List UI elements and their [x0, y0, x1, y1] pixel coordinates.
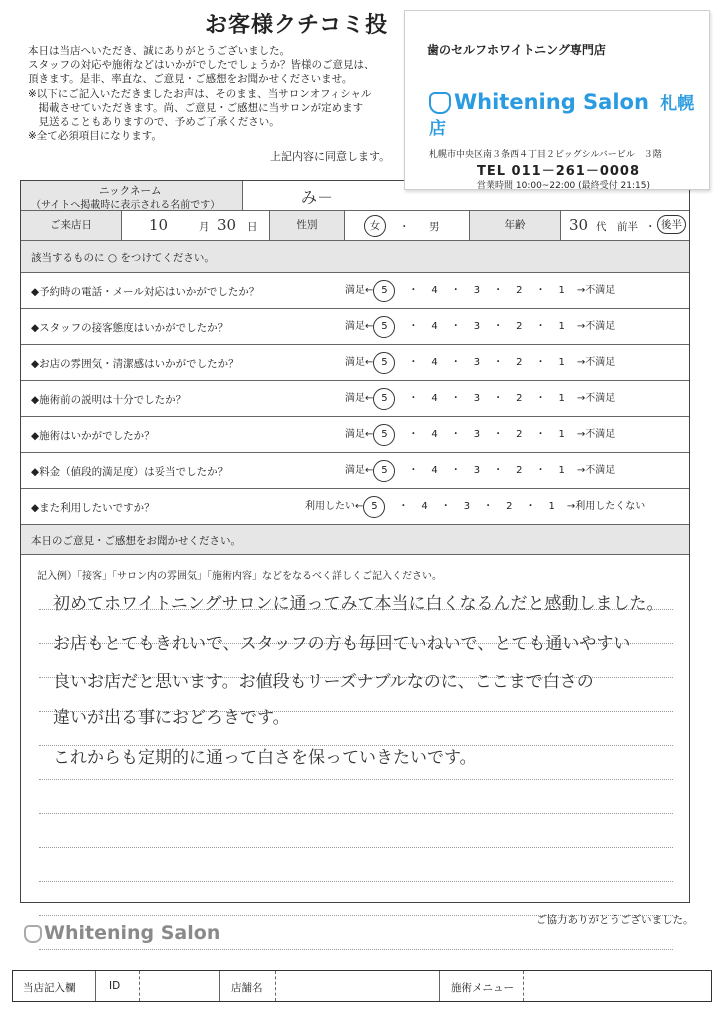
- scale-left-label: 利用したい←: [305, 501, 364, 512]
- scale-option-1[interactable]: 1: [558, 465, 565, 476]
- scale-separator: ・: [408, 465, 419, 476]
- scale-separator: ・: [493, 321, 504, 332]
- scale-option-1[interactable]: 1: [558, 321, 565, 332]
- shop-address: 札幌市中央区南３条西４丁目２ビッグシルバービル ３階: [429, 150, 662, 160]
- scale-option-3[interactable]: 3: [473, 429, 481, 440]
- scale-separator: ・: [535, 285, 546, 296]
- satisfaction-scale[interactable]: [345, 352, 615, 374]
- age-sep: ・: [645, 221, 656, 233]
- scale-separator: ・: [535, 357, 546, 368]
- scale-separator: ・: [408, 357, 419, 368]
- scale-option-2[interactable]: 2: [516, 465, 523, 476]
- scale-option-1[interactable]: 1: [558, 429, 565, 440]
- scale-right-label: →不満足: [576, 357, 616, 368]
- age-late[interactable]: 後半: [657, 215, 686, 234]
- scale-separator: ・: [493, 429, 504, 440]
- intro-line: ※以下にご記入いただきましたお声は、そのまま、当サロンオフィシャル: [28, 87, 372, 100]
- tooth-icon: [429, 92, 451, 114]
- question-text: ◆施術前の説明は十分でしたか？: [31, 394, 187, 406]
- revisit-row: [21, 489, 689, 525]
- scale-option-5[interactable]: 5: [373, 460, 395, 482]
- scale-option-3[interactable]: 3: [473, 285, 481, 296]
- scale-separator: ・: [408, 429, 419, 440]
- scale-separator: ・: [535, 465, 546, 476]
- visit-label: ご来店日: [21, 211, 121, 240]
- shop-tel: TEL 011－261－0008: [477, 164, 641, 179]
- scale-option-2[interactable]: 2: [516, 357, 523, 368]
- visit-row: [21, 211, 689, 241]
- scale-option-2[interactable]: 2: [516, 429, 523, 440]
- scale-right-label: →不満足: [576, 465, 616, 476]
- scale-option-3[interactable]: 3: [473, 357, 481, 368]
- day-unit: 日: [247, 221, 258, 233]
- nickname-note: （サイトへ掲載時に表示される名前です）: [31, 200, 221, 211]
- visit-day[interactable]: 30: [217, 216, 237, 234]
- question-text: ◆予約時の電話・メール対応はいかがでしたか？: [31, 286, 260, 298]
- question-text: ◆お店の雰囲気・清潔感はいかがでしたか？: [31, 358, 239, 370]
- scale-separator: ・: [440, 501, 451, 512]
- visit-month[interactable]: 10: [149, 216, 169, 234]
- scale-option-4[interactable]: 4: [431, 357, 438, 368]
- scale-separator: ・: [493, 393, 504, 404]
- scale-right-label: →不満足: [576, 285, 616, 296]
- handwritten-comment-line: お店もとてもきれいで、スタッフの方も毎回ていねいで、とても通いやすい: [53, 634, 631, 654]
- question-row: [21, 453, 689, 489]
- scale-separator: ・: [408, 285, 419, 296]
- id-label: ID: [109, 980, 121, 992]
- nickname-label: ニックネーム: [99, 185, 162, 197]
- page-title: お客様クチコミ投: [205, 13, 389, 38]
- scale-option-4[interactable]: 4: [431, 429, 438, 440]
- scale-separator: ・: [535, 321, 546, 332]
- scale-option-2[interactable]: 2: [516, 321, 523, 332]
- month-unit: 月: [199, 221, 210, 233]
- menu-label: 施術メニュー: [451, 982, 514, 994]
- scale-left-label: 満足←: [345, 357, 374, 368]
- age-label: 年齢: [470, 211, 560, 240]
- question-row: [21, 273, 689, 309]
- scale-left-label: 満足←: [345, 465, 374, 476]
- intro-line: 見送ることもありますので、予めご了承ください。: [28, 116, 280, 129]
- intro-line: 本日は当店へいただき、誠にありがとうございました。: [28, 45, 291, 57]
- scale-separator: ・: [450, 285, 461, 296]
- ruled-line: [39, 949, 673, 950]
- staff-box: [12, 970, 712, 1002]
- scale-separator: ・: [535, 429, 546, 440]
- satisfaction-scale[interactable]: [345, 424, 615, 446]
- scale-separator: ・: [450, 357, 461, 368]
- scale-option-4[interactable]: 4: [431, 285, 438, 296]
- scale-separator: ・: [450, 321, 461, 332]
- scale-option-2[interactable]: 2: [516, 393, 523, 404]
- age-unit: 代: [596, 221, 607, 233]
- scale-right-label: →不満足: [576, 429, 616, 440]
- handwritten-comment-line: 違いが出る事におどろきです。: [53, 708, 290, 728]
- scale-separator: ・: [493, 357, 504, 368]
- scale-separator: ・: [493, 285, 504, 296]
- scale-option-3[interactable]: 3: [463, 501, 471, 512]
- salon-logo: Whitening Salon 札幌店: [429, 90, 695, 139]
- scale-option-5[interactable]: 5: [373, 352, 395, 374]
- ruled-line: [39, 881, 673, 882]
- scale-option-1[interactable]: 1: [558, 393, 565, 404]
- scale-option-2[interactable]: 2: [506, 501, 513, 512]
- question-row: [21, 345, 689, 381]
- gender-label: 性別: [270, 211, 344, 240]
- scale-option-5[interactable]: 5: [373, 280, 395, 302]
- nickname-value[interactable]: み－: [301, 188, 334, 207]
- scale-left-label: 満足←: [345, 429, 374, 440]
- intro-line: 掲載させていただきます。尚、ご意見・ご感想に当サロンが定めます: [28, 101, 364, 114]
- question-row: [21, 381, 689, 417]
- shop-type: 歯のセルフホワイトニング専門店: [427, 43, 606, 57]
- satisfaction-scale[interactable]: [345, 388, 615, 410]
- scale-separator: ・: [483, 501, 494, 512]
- salon-stamp-card: [404, 10, 710, 190]
- scale-separator: ・: [408, 393, 419, 404]
- survey-form: [20, 180, 690, 903]
- scale-right-label: →不満足: [576, 321, 616, 332]
- intro-line: 頂きます。是非、率直な、ご意見・ご感想をお聞かせくださいませ。: [28, 73, 353, 86]
- scale-separator: ・: [408, 321, 419, 332]
- scale-right-label: →利用したくない: [566, 501, 646, 512]
- staff-label: 当店記入欄: [23, 982, 76, 994]
- comments-header-row: [21, 525, 689, 555]
- scale-option-1[interactable]: 1: [548, 501, 555, 512]
- intro-text: [28, 44, 375, 143]
- thanks-text: ご協力ありがとうございました。: [536, 914, 694, 926]
- footer-logo: Whitening Salon: [24, 922, 220, 944]
- comments-example: 記入例）「接客」「サロン内の雰囲気」「施術内容」などをなるべく詳しくご記入ください。: [37, 571, 442, 582]
- age-early[interactable]: 前半: [617, 221, 638, 233]
- instruction-row: [21, 241, 689, 273]
- tooth-icon: [24, 925, 42, 943]
- handwritten-comment-line: これからも定期的に通って白さを保っていきたいです。: [53, 748, 477, 768]
- gender-female[interactable]: 女: [364, 215, 386, 237]
- scale-option-2[interactable]: 2: [516, 285, 523, 296]
- scale-option-4[interactable]: 4: [431, 321, 438, 332]
- age-value[interactable]: 30: [569, 216, 589, 234]
- intro-line: ※全て必須項目になります。: [28, 130, 162, 143]
- revisit-scale[interactable]: [305, 496, 645, 518]
- handwritten-comment-line: 良いお店だと思います。お値段もリーズナブルなのに、ここまで白さの: [53, 672, 594, 692]
- question-text: ◆施術はいかがでしたか？: [31, 430, 155, 442]
- comments-header: 本日のご意見・ご感想をお聞かせください。: [31, 535, 241, 547]
- scale-option-1[interactable]: 1: [558, 357, 565, 368]
- ruled-line: [39, 847, 673, 848]
- satisfaction-scale[interactable]: [345, 316, 615, 338]
- scale-option-5[interactable]: 5: [373, 388, 395, 410]
- question-text: ◆スタッフの接客態度はいかがでしたか？: [31, 322, 229, 334]
- scale-option-3[interactable]: 3: [473, 321, 481, 332]
- ruled-line: [39, 779, 673, 780]
- scale-left-label: 満足←: [345, 393, 374, 404]
- scale-separator: ・: [493, 465, 504, 476]
- scale-option-4[interactable]: 4: [431, 465, 438, 476]
- intro-line: スタッフの対応や施術などはいかがでしたでしょうか？皆様のご意見は、: [28, 59, 375, 72]
- handwritten-comment-line: 初めてホワイトニングサロンに通ってみて本当に白くなるんだと感動しました。: [53, 594, 664, 614]
- scale-separator: ・: [535, 393, 546, 404]
- gender-male[interactable]: 男: [429, 221, 440, 233]
- scale-option-4[interactable]: 4: [421, 501, 428, 512]
- revisit-question: ◆また利用したいですか？: [31, 502, 155, 514]
- scale-left-label: 満足←: [345, 285, 374, 296]
- scale-option-3[interactable]: 3: [473, 393, 481, 404]
- scale-left-label: 満足←: [345, 321, 374, 332]
- satisfaction-scale[interactable]: [345, 280, 615, 302]
- scale-option-4[interactable]: 4: [431, 393, 438, 404]
- instruction-text: 該当するものに ○ をつけてください。: [31, 252, 215, 264]
- scale-option-5[interactable]: 5: [363, 496, 385, 518]
- scale-option-5[interactable]: 5: [373, 316, 395, 338]
- scale-separator: ・: [450, 393, 461, 404]
- ruled-line: [39, 813, 673, 814]
- store-label: 店舗名: [231, 982, 263, 994]
- question-row: [21, 417, 689, 453]
- scale-separator: ・: [450, 429, 461, 440]
- agree-text: 上記内容に同意します。: [270, 150, 391, 163]
- gender-sep: ・: [399, 221, 410, 233]
- scale-right-label: →不満足: [576, 393, 616, 404]
- question-row: [21, 309, 689, 345]
- question-text: ◆料金（値段的満足度）は妥当でしたか？: [31, 466, 229, 478]
- satisfaction-scale[interactable]: [345, 460, 615, 482]
- shop-hours: 営業時間 10:00~22:00 (最終受付 21:15): [477, 181, 650, 191]
- scale-option-5[interactable]: 5: [373, 424, 395, 446]
- scale-separator: ・: [450, 465, 461, 476]
- scale-option-1[interactable]: 1: [558, 285, 565, 296]
- scale-separator: ・: [525, 501, 536, 512]
- scale-separator: ・: [398, 501, 409, 512]
- scale-option-3[interactable]: 3: [473, 465, 481, 476]
